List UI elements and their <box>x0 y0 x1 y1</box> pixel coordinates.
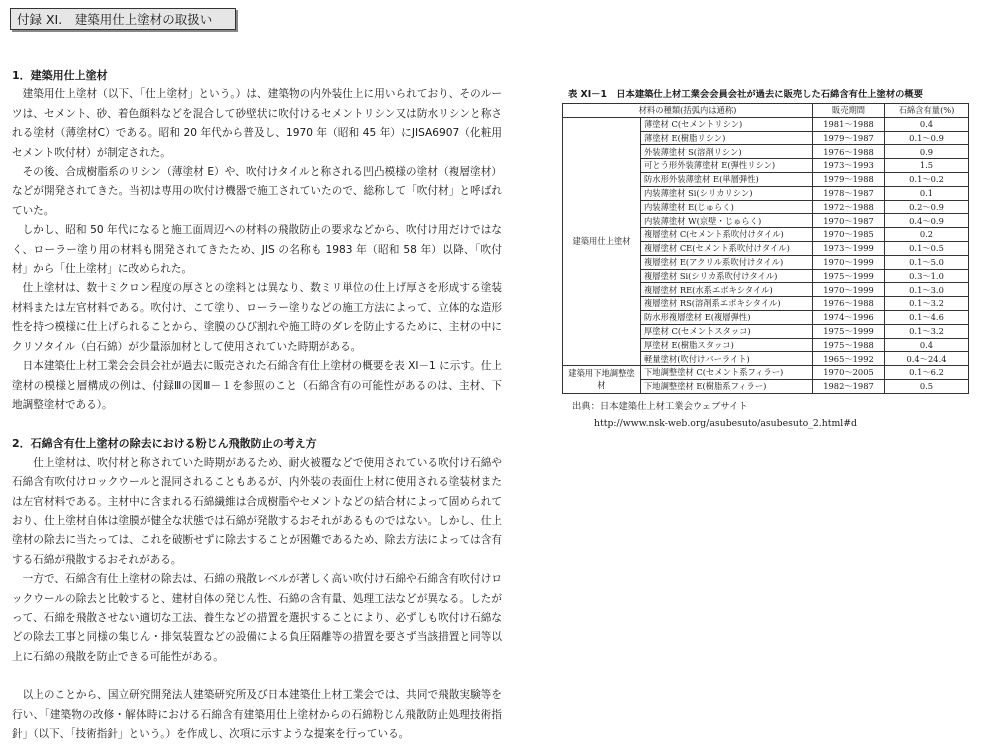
section1-paragraph-2: その後、合成樹脂系のリシン（薄塗材 E）や、吹付けタイルと称される凹凸模様の塗材（複層塗材）などが開発されてきた。当初は専用の吹付け機器で施工されていたので、総称して「吹付材」と呼ばれていた。 <box>12 166 502 217</box>
asbestos-content-cell: 0.1～0.9 <box>885 131 969 145</box>
sales-period-cell: 1972～1988 <box>813 200 885 214</box>
header-content: 石綿含有量(%) <box>885 104 969 118</box>
table-header-row <box>563 104 969 118</box>
sales-period-cell: 1970～1999 <box>813 255 885 269</box>
asbestos-content-cell: 0.1～3.0 <box>885 283 969 297</box>
main-text-column <box>12 66 502 744</box>
table-source: 出典：日本建築仕上材工業会ウェブサイト <box>572 400 748 412</box>
asbestos-content-cell: 0.1～6.2 <box>885 366 969 380</box>
material-name-cell: 下地調整塗材 E(樹脂系フィラー) <box>641 379 813 393</box>
material-name-cell: 厚塗材 E(樹脂スタッコ) <box>641 338 813 352</box>
asbestos-content-cell: 0.9 <box>885 145 969 159</box>
material-name-cell: 複層塗材 RE(水系エポキシタイル) <box>641 283 813 297</box>
section1-paragraph-5: 日本建築仕上材工業会会員会社が過去に販売された石綿含有仕上塗材の概要を表 XI－1 に示す。仕上塗材の模様と層構成の例は、付録Ⅲの図Ⅲ－１を参照のこと（石綿含有の可能性があるのは、主材、下地調整塗材である）。 <box>12 360 502 411</box>
material-name-cell: 内装薄塗材 Si(シリカリシン) <box>641 186 813 200</box>
sales-period-cell: 1970～1999 <box>813 283 885 297</box>
spacer <box>12 667 502 686</box>
sales-period-cell: 1979～1988 <box>813 172 885 186</box>
source-url: http://www.nsk-web.org/asubesuto/asubesuto_2.html#d <box>594 417 857 429</box>
sales-period-cell: 1970～2005 <box>813 366 885 380</box>
asbestos-content-cell: 0.1～0.2 <box>885 172 969 186</box>
section1-paragraph-1: 建築用仕上塗材（以下、「仕上塗材」という。）は、建築物の内外装仕上に用いられており、そのルーツは、セメント、砂、着色顔料などを混合して砂壁状に吹付けるセメントリシン又は防水リシンと称される塗材（薄塗材C）である。昭和 20 年代から普及し、1970 年（昭和 45 年）にJISA6907（化粧用セメント吹付材）が制定された。 <box>12 88 502 159</box>
header-material: 材料の種類(括弧内は通称) <box>563 104 813 118</box>
sales-period-cell: 1975～1988 <box>813 338 885 352</box>
group-finishing-coatings: 建築用仕上塗材 <box>563 117 641 365</box>
section1-paragraph-4: 仕上塗材は、数十ミクロン程度の厚さとの塗料とは異なり、数ミリ単位の仕上げ厚さを形成する塗装材料または左官材料である。吹付け、こて塗り、ローラー塗りなどの施工方法によって、立体的な造形性を持つ模様に仕上げられることから、塗膜のひび割れや施工時のダレを防止するために、主材の中にクリソタイル（白石綿）が少量添加材として使用されていた時期がある。 <box>12 282 502 353</box>
asbestos-content-cell: 1.5 <box>885 159 969 173</box>
material-name-cell: 薄塗材 C(セメントリシン) <box>641 117 813 131</box>
asbestos-content-cell: 0.4 <box>885 338 969 352</box>
asbestos-content-cell: 0.2 <box>885 228 969 242</box>
sales-period-cell: 1981～1988 <box>813 117 885 131</box>
material-name-cell: 厚塗材 C(セメントスタッコ) <box>641 324 813 338</box>
asbestos-materials-table <box>562 103 969 394</box>
sales-period-cell: 1976～1988 <box>813 297 885 311</box>
sales-period-cell: 1975～1999 <box>813 269 885 283</box>
sales-period-cell: 1970～1985 <box>813 228 885 242</box>
sales-period-cell: 1973～1993 <box>813 159 885 173</box>
section2-paragraph-2: 一方で、石綿含有仕上塗材の除去は、石綿の飛散レベルが著しく高い吹付け石綿や石綿含有吹付けロックウールの除去と比較すると、建材自体の発じん性、石綿の含有量、処理工法などが異なる。したがって、石綿を飛散させない適切な工法、養生などの措置を選択することにより、必ずしも吹付け石綿などの除去工事と同様の集じん・排気装置などの設備による負圧隔離等の措置を要さず当該措置と同等以上に石綿の飛散を防止できる可能性がある。 <box>12 573 502 663</box>
table-row <box>563 117 969 131</box>
asbestos-content-cell: 0.1 <box>885 186 969 200</box>
section1-heading: 1．建築用仕上塗材 <box>12 69 108 82</box>
sales-period-cell: 1973～1999 <box>813 241 885 255</box>
material-name-cell: 薄塗材 E(樹脂リシン) <box>641 131 813 145</box>
asbestos-content-cell: 0.1～5.0 <box>885 255 969 269</box>
sales-period-cell: 1976～1988 <box>813 145 885 159</box>
section2-paragraph-1: 仕上塗材は、吹付材と称されていた時期があるため、耐火被覆などで使用されている吹付け石綿や石綿含有吹付けロックウールと混同されることもあるが、内外装の表面仕上材に使用される塗装材または左官材料である。主材中に含まれる石綿繊維は合成樹脂やセメントなどの結合材によって固められており、仕上塗材自体は塗膜が健全な状態では石綿が発散するおそれがあるものではない。しかし、仕上塗材の除去に当たっては、これを破断せずに除去することが困難であるため、除去方法によっては含有する石綿が飛散するおそれがある。 <box>12 456 502 566</box>
asbestos-content-cell: 0.4～0.9 <box>885 214 969 228</box>
material-name-cell: 複層塗材 RS(溶剤系エポキシタイル) <box>641 297 813 311</box>
sales-period-cell: 1965～1992 <box>813 352 885 366</box>
header-period: 販売期間 <box>813 104 885 118</box>
asbestos-content-cell: 0.4 <box>885 117 969 131</box>
material-name-cell: 内装薄塗材 E(じゅらく) <box>641 200 813 214</box>
material-name-cell: 内装薄塗材 W(京壁・じゅらく) <box>641 214 813 228</box>
sales-period-cell: 1982～1987 <box>813 379 885 393</box>
table-caption: 表 XI－1 日本建築仕上材工業会会員会社が過去に販売した石綿含有仕上塗材の概要 <box>568 89 924 100</box>
sales-period-cell: 1970～1987 <box>813 214 885 228</box>
material-name-cell: 防水形複層塗材 E(複層弾性) <box>641 310 813 324</box>
table-row <box>563 366 969 380</box>
sales-period-cell: 1975～1999 <box>813 324 885 338</box>
section2-heading: 2．石綿含有仕上塗材の除去における粉じん飛散防止の考え方 <box>12 437 317 451</box>
material-name-cell: 外装薄塗材 S(溶剤リシン) <box>641 145 813 159</box>
sales-period-cell: 1979～1987 <box>813 131 885 145</box>
material-name-cell: 防水形外装薄塗材 E(単層弾性) <box>641 172 813 186</box>
material-name-cell: 軽量塗材(吹付けバーライト) <box>641 352 813 366</box>
asbestos-content-cell: 0.1～3.2 <box>885 324 969 338</box>
material-name-cell: 複層塗材 Si(シリカ系吹付けタイル) <box>641 269 813 283</box>
sales-period-cell: 1974～1996 <box>813 310 885 324</box>
sales-period-cell: 1978～1987 <box>813 186 885 200</box>
asbestos-content-cell: 0.5 <box>885 379 969 393</box>
material-name-cell: 下地調整塗材 C(セメント系フィラー) <box>641 366 813 380</box>
material-name-cell: 複層塗材 CE(セメント系吹付けタイル) <box>641 241 813 255</box>
table-body <box>563 117 969 393</box>
table-column <box>562 86 972 429</box>
asbestos-content-cell: 0.3～1.0 <box>885 269 969 283</box>
appendix-title: 付録 XI. 建築用仕上塗材の取扱い <box>10 8 236 30</box>
section1-paragraph-3: しかし、昭和 50 年代になると施工面周辺への材料の飛散防止の要求などから、吹付け用だけではなく、ローラー塗り用の材料も開発されてきたため、JIS の名称も 1983 年（昭和 58 年）以降、「吹付材」から「仕上塗材」に改められた。 <box>12 224 502 276</box>
group-base-coatings: 建築用下地調整塗材 <box>563 366 641 394</box>
asbestos-content-cell: 0.4～24.4 <box>885 352 969 366</box>
asbestos-content-cell: 0.1～0.5 <box>885 241 969 255</box>
section2-paragraph-3: 以上のことから、国立研究開発法人建築研究所及び日本建築仕上材工業会では、共同で飛散実験等を行い、「建築物の改修・解体時における石綿含有建築用仕上塗材からの石綿粉じん飛散防止処理技術指針」（以下、「技術指針」という。）を作成し、次項に示すような提案を行っている。 <box>12 689 502 740</box>
material-name-cell: 複層塗材 E(アクリル系吹付けタイル) <box>641 255 813 269</box>
asbestos-content-cell: 0.1～3.2 <box>885 297 969 311</box>
spacer <box>12 415 502 434</box>
material-name-cell: 複層塗材 C(セメント系吹付けタイル) <box>641 228 813 242</box>
asbestos-content-cell: 0.1～4.6 <box>885 310 969 324</box>
asbestos-content-cell: 0.2～0.9 <box>885 200 969 214</box>
material-name-cell: 可とう形外装薄塗材 E(弾性リシン) <box>641 159 813 173</box>
